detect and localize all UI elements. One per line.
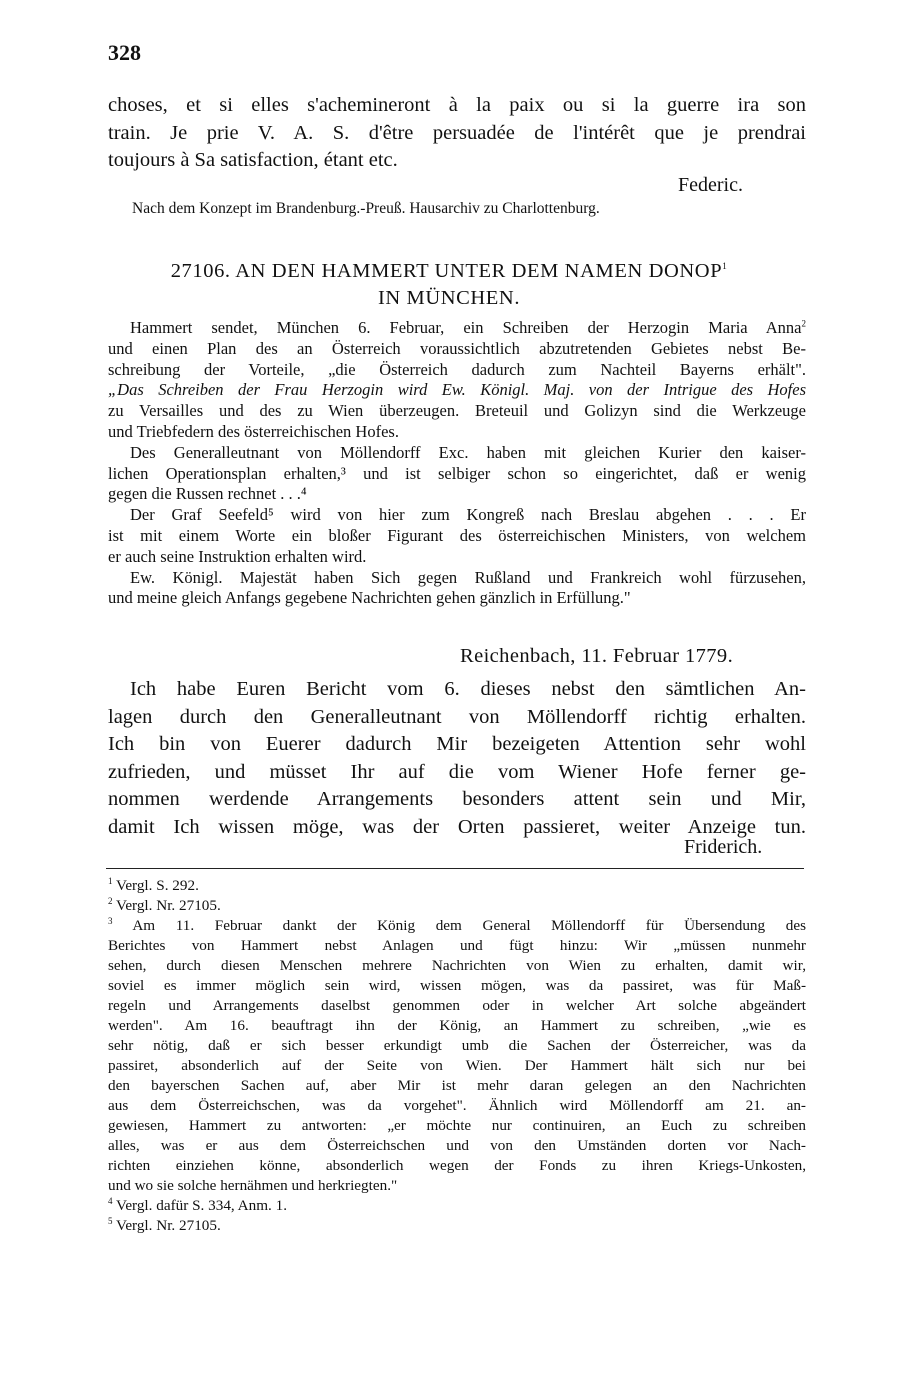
footnote [108, 916, 806, 1196]
footnote-mark: 3 [108, 915, 113, 926]
text-line: sehr nötig, daß er sich besser erkundigt umb die Sachen der Österreicher, was da [108, 1037, 806, 1054]
text-line: lagen durch den Generalleutnant von Möllendorff richtig erhalten. [108, 705, 806, 728]
footnotes [108, 876, 806, 1236]
summary-paragraph [108, 318, 806, 443]
text-line: soviel es immer möglich sein wird, wissen mögen, was da passiret, was für Maß- [108, 977, 806, 994]
text-line: „Das Schreiben der Frau Herzogin wird Ew. Königl. Maj. von der Intrigue des Hofes [108, 380, 806, 400]
text-line: und Triebfedern des österreichischen Hofes. [108, 421, 399, 441]
text-line: $^3$ Am 11. Februar dankt der König dem General Möllendorff für Übersendung des [108, 915, 806, 934]
page-number: 328 [108, 40, 141, 65]
text-line: toujours à Sa satisfaction, étant etc. [108, 149, 398, 171]
text-line: Ich habe Euren Bericht vom 6. dieses nebst den sämtlichen An- [130, 678, 806, 700]
signature-friderich: Friderich. [684, 836, 763, 858]
footnote-mark: 1 [108, 875, 113, 886]
text-line: Berichtes von Hammert nebst Anlagen und fügt hinzu: Wir „müssen nunmehr [108, 937, 806, 954]
footnote-ref: 1 [722, 261, 728, 272]
text-line: Ew. Königl. Majestät haben Sich gegen Rußland und Frankreich wohl fürzusehen, [130, 567, 806, 587]
text-line: nommen werdende Arrangements besonders attent sein und Mir, [108, 788, 806, 810]
place-date: Reichenbach, 11. Februar 1779. [460, 645, 734, 667]
text-line: zu Versailles und des zu Wien überzeugen. Breteuil und Golizyn sind die Werkzeuge [108, 401, 806, 421]
text-line: Ich bin von Euerer dadurch Mir bezeigeten Attention sehr wohl [108, 733, 806, 755]
summary-paragraph [108, 568, 806, 610]
text-line: aus dem Österreichschen, was da vorgehet". Ähnlich wird Möllendorff am 21. an- [108, 1097, 806, 1114]
signature-federic: Federic. [678, 174, 743, 196]
footnote: $^1$ Vergl. S. 292. [108, 875, 199, 894]
text-line: er auch seine Instruktion erhalten wird. [108, 546, 367, 566]
summary-paragraph [108, 443, 806, 505]
footnote-mark: 5 [108, 1215, 113, 1226]
letter-body [108, 676, 806, 841]
footnote: $^5$ Vergl. Nr. 27105. [108, 1215, 221, 1234]
text-line: damit Ich wissen möge, was der Orten passieret, weiter Anzeige tun. [108, 815, 806, 838]
summary-paragraph [108, 505, 806, 567]
footnote: $^4$ Vergl. dafür S. 334, Anm. 1. [108, 1195, 288, 1214]
text-line: sehen, durch diesen Menschen mehrere Nachrichten von Wien zu erhalten, damit wir, [108, 957, 806, 974]
text-line: ist mit einem Worte ein bloßer Figurant des österreichischen Ministers, von welchem [108, 525, 806, 545]
text-line: regeln und Arrangements daselbst genommen oder in welcher Art solche abgeändert [108, 997, 806, 1014]
letter-heading [108, 258, 790, 312]
footnote: $^2$ Vergl. Nr. 27105. [108, 895, 221, 914]
summary-block [108, 318, 806, 609]
text-line: Hammert sendet, München 6. Februar, ein Schreiben der Herzogin Maria Anna$^2$ [130, 318, 806, 337]
top-paragraph [108, 92, 806, 175]
text-line: gewiesen, Hammert zu antworten: „er möchte nur continuiren, an Euch zu schreiben [108, 1117, 806, 1134]
heading-line-2: IN MÜNCHEN. [377, 287, 521, 309]
text-line: alles, was er aus dem Österreichschen und von den Umständen dorten vor Nach- [108, 1137, 806, 1154]
text-line: lichen Operationsplan erhalten,³ und ist selbiger schon so eingerichtet, daß er wenig [108, 463, 806, 483]
text-line: und meine gleich Anfangs gegebene Nachrichten gehen gänzlich in Erfüllung." [108, 588, 631, 608]
footnote-divider [106, 868, 804, 869]
heading-line-1: 27106. AN DEN HAMMERT UNTER DEM NAMEN DONOP$^1$ [170, 260, 728, 282]
text-line: train. Je prie V. A. S. d'être persuadée de l'intérêt que je prendrai [108, 121, 806, 144]
text-line: Der Graf Seefeld⁵ wird von hier zum Kongreß nach Breslau abgehen . . . Er [130, 505, 806, 525]
text-line: schreibung der Vorteile, „die Österreich dadurch zum Nachteil Bayerns erhält". [108, 359, 806, 379]
text-line: zufrieden, und müsset Ihr auf die vom Wiener Hofe ferner ge- [108, 760, 806, 783]
footnote-mark: 4 [108, 1195, 113, 1206]
text-line: und einen Plan des an Österreich voraussichtlich abzutretenden Gebietes nebst Be- [108, 338, 806, 358]
text-line: choses, et si elles s'achemineront à la paix ou si la guerre ira son [108, 94, 806, 116]
source-note: Nach dem Konzept im Brandenburg.-Preuß. Hausarchiv zu Charlottenburg. [132, 200, 600, 217]
text-line: werden". Am 16. beauftragt ihn der König, an Hammert zu schreiben, „wie es [108, 1017, 806, 1034]
footnote-mark: 2 [108, 895, 113, 906]
text-line: und wo sie solche hernähmen und herkriegten." [108, 1177, 398, 1194]
text-line: gegen die Russen rechnet . . .⁴ [108, 484, 307, 504]
footnote-ref: 2 [801, 318, 806, 329]
text-line: passiret, absonderlich auf der Seite von Wien. Der Hammert hält sich nur bei [108, 1057, 806, 1074]
text-line: den bayerschen Sachen auf, aber Mir ist mehr daran gelegen an den Nachrichten [108, 1077, 806, 1094]
text-line: richten einziehen könne, absonderlich wegen der Fonds zu ihren Kriegs-Unkosten, [108, 1157, 806, 1174]
text-line: Des Generalleutnant von Möllendorff Exc. haben mit gleichen Kurier den kaiser- [130, 442, 806, 462]
